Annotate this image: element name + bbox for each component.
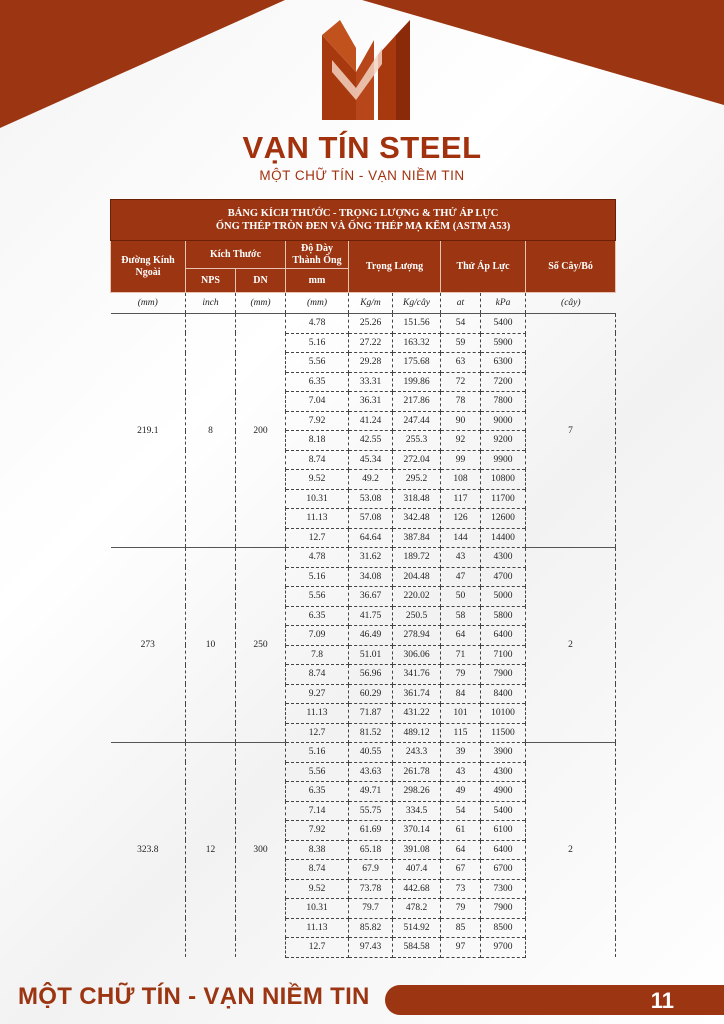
wall-thickness-cell: 11.13: [286, 918, 349, 938]
weight-kg-piece-cell: 318.48: [393, 489, 441, 509]
pressure-kpa-cell: 9200: [481, 431, 526, 451]
pressure-kpa-cell: 8500: [481, 918, 526, 938]
pressure-at-cell: 71: [441, 645, 481, 665]
header-pressure-test: Thử Áp Lực: [441, 241, 526, 293]
weight-kg-piece-cell: 514.92: [393, 918, 441, 938]
weight-kg-piece-cell: 247.44: [393, 411, 441, 431]
spec-table-container: [110, 199, 615, 958]
pressure-kpa-cell: 5900: [481, 333, 526, 353]
weight-kg-piece-cell: 442.68: [393, 879, 441, 899]
weight-kg-m-cell: 25.26: [349, 314, 393, 334]
weight-kg-m-cell: 56.96: [349, 665, 393, 685]
weight-kg-piece-cell: 204.48: [393, 567, 441, 587]
wall-thickness-cell: 4.78: [286, 548, 349, 568]
wall-thickness-cell: 12.7: [286, 528, 349, 548]
weight-kg-m-cell: 49.2: [349, 470, 393, 490]
wall-thickness-cell: 9.52: [286, 470, 349, 490]
weight-kg-piece-cell: 295.2: [393, 470, 441, 490]
weight-kg-piece-cell: 255.3: [393, 431, 441, 451]
weight-kg-piece-cell: 584.58: [393, 938, 441, 958]
pressure-kpa-cell: 7200: [481, 372, 526, 392]
header-wall-thickness: Độ Dày Thành Ống: [286, 241, 349, 269]
weight-kg-m-cell: 49.71: [349, 782, 393, 802]
wall-thickness-cell: 7.8: [286, 645, 349, 665]
pressure-at-cell: 79: [441, 899, 481, 919]
pressure-kpa-cell: 7800: [481, 392, 526, 412]
brand-slogan: MỘT CHỮ TÍN - VẠN NIỀM TIN: [259, 168, 465, 183]
table-row: [111, 548, 616, 568]
unit-cell: (mm): [111, 293, 186, 314]
wall-thickness-cell: 7.04: [286, 392, 349, 412]
pressure-at-cell: 50: [441, 587, 481, 607]
wall-thickness-cell: 9.27: [286, 684, 349, 704]
pressure-kpa-cell: 5400: [481, 314, 526, 334]
pressure-at-cell: 72: [441, 372, 481, 392]
weight-kg-piece-cell: 189.72: [393, 548, 441, 568]
pieces-cell: 7: [526, 314, 616, 548]
wall-thickness-cell: 11.13: [286, 704, 349, 724]
wall-thickness-cell: 8.74: [286, 860, 349, 880]
pressure-kpa-cell: 6100: [481, 821, 526, 841]
pressure-kpa-cell: 6700: [481, 860, 526, 880]
pressure-at-cell: 47: [441, 567, 481, 587]
wall-thickness-cell: 11.13: [286, 509, 349, 529]
pressure-kpa-cell: 10800: [481, 470, 526, 490]
unit-cell: at: [441, 293, 481, 314]
pressure-at-cell: 39: [441, 743, 481, 763]
pressure-at-cell: 59: [441, 333, 481, 353]
table-title-line2: ỐNG THÉP TRÒN ĐEN VÀ ỐNG THÉP MẠ KẼM (ASTM A53): [215, 221, 511, 232]
pressure-at-cell: 97: [441, 938, 481, 958]
dn-cell: 250: [236, 548, 286, 743]
weight-kg-m-cell: 60.29: [349, 684, 393, 704]
wall-thickness-cell: 5.16: [286, 743, 349, 763]
weight-kg-piece-cell: 334.5: [393, 801, 441, 821]
weight-kg-piece-cell: 298.26: [393, 782, 441, 802]
dn-cell: 200: [236, 314, 286, 548]
pressure-kpa-cell: 7900: [481, 899, 526, 919]
unit-cell: inch: [186, 293, 236, 314]
pressure-at-cell: 49: [441, 782, 481, 802]
weight-kg-piece-cell: 306.06: [393, 645, 441, 665]
header-pieces-per-bundle: Số Cây/Bó: [526, 241, 616, 293]
wall-thickness-cell: 5.16: [286, 567, 349, 587]
weight-kg-piece-cell: 261.78: [393, 762, 441, 782]
weight-kg-m-cell: 67.9: [349, 860, 393, 880]
weight-kg-m-cell: 61.69: [349, 821, 393, 841]
pressure-kpa-cell: 9000: [481, 411, 526, 431]
wall-thickness-cell: 7.14: [286, 801, 349, 821]
pressure-at-cell: 58: [441, 606, 481, 626]
wall-thickness-cell: 8.74: [286, 665, 349, 685]
wall-thickness-cell: 7.92: [286, 821, 349, 841]
weight-kg-piece-cell: 163.32: [393, 333, 441, 353]
wall-thickness-cell: 5.56: [286, 353, 349, 373]
table-title: [111, 200, 616, 241]
table-row: [111, 743, 616, 763]
weight-kg-piece-cell: 175.68: [393, 353, 441, 373]
nps-cell: 10: [186, 548, 236, 743]
unit-cell: kPa: [481, 293, 526, 314]
weight-kg-piece-cell: 243.3: [393, 743, 441, 763]
pressure-at-cell: 92: [441, 431, 481, 451]
weight-kg-m-cell: 97.43: [349, 938, 393, 958]
outer-diameter-cell: 273: [111, 548, 186, 743]
wall-thickness-cell: 9.52: [286, 879, 349, 899]
outer-diameter-cell: 219.1: [111, 314, 186, 548]
header-dn: DN: [236, 269, 286, 293]
wall-thickness-cell: 8.38: [286, 840, 349, 860]
pressure-at-cell: 43: [441, 762, 481, 782]
weight-kg-piece-cell: 220.02: [393, 587, 441, 607]
outer-diameter-cell: 323.8: [111, 743, 186, 958]
pressure-kpa-cell: 4700: [481, 567, 526, 587]
wall-thickness-cell: 8.74: [286, 450, 349, 470]
weight-kg-m-cell: 36.67: [349, 587, 393, 607]
pressure-kpa-cell: 7900: [481, 665, 526, 685]
wall-thickness-cell: 7.92: [286, 411, 349, 431]
pressure-kpa-cell: 9900: [481, 450, 526, 470]
pressure-kpa-cell: 5000: [481, 587, 526, 607]
weight-kg-piece-cell: 407.4: [393, 860, 441, 880]
header-left-wedge: [0, 0, 285, 128]
pressure-kpa-cell: 7300: [481, 879, 526, 899]
weight-kg-piece-cell: 387.84: [393, 528, 441, 548]
pressure-kpa-cell: 11500: [481, 723, 526, 743]
pressure-kpa-cell: 14400: [481, 528, 526, 548]
wall-thickness-cell: 10.31: [286, 489, 349, 509]
header-weight: Trọng Lượng: [349, 241, 441, 293]
header-outer-diameter: Đường Kính Ngoài: [111, 241, 186, 293]
pressure-kpa-cell: 6400: [481, 626, 526, 646]
pressure-kpa-cell: 4900: [481, 782, 526, 802]
pressure-kpa-cell: 5800: [481, 606, 526, 626]
pressure-kpa-cell: 6400: [481, 840, 526, 860]
weight-kg-m-cell: 51.01: [349, 645, 393, 665]
weight-kg-piece-cell: 361.74: [393, 684, 441, 704]
weight-kg-m-cell: 55.75: [349, 801, 393, 821]
weight-kg-m-cell: 40.55: [349, 743, 393, 763]
pressure-kpa-cell: 3900: [481, 743, 526, 763]
weight-kg-piece-cell: 199.86: [393, 372, 441, 392]
weight-kg-m-cell: 33.31: [349, 372, 393, 392]
pressure-at-cell: 85: [441, 918, 481, 938]
pressure-at-cell: 115: [441, 723, 481, 743]
wall-thickness-cell: 5.56: [286, 762, 349, 782]
weight-kg-m-cell: 71.87: [349, 704, 393, 724]
pressure-kpa-cell: 7100: [481, 645, 526, 665]
header-right-wedge: [362, 0, 724, 105]
weight-kg-piece-cell: 370.14: [393, 821, 441, 841]
wall-thickness-cell: 10.31: [286, 899, 349, 919]
pressure-kpa-cell: 9700: [481, 938, 526, 958]
pressure-at-cell: 73: [441, 879, 481, 899]
pressure-at-cell: 79: [441, 665, 481, 685]
weight-kg-m-cell: 43.63: [349, 762, 393, 782]
wall-thickness-cell: 7.09: [286, 626, 349, 646]
weight-kg-m-cell: 41.75: [349, 606, 393, 626]
table-title-line1: BẢNG KÍCH THƯỚC - TRỌNG LƯỢNG & THỬ ÁP LỰC: [227, 208, 499, 219]
weight-kg-m-cell: 64.64: [349, 528, 393, 548]
header-size: Kích Thước: [186, 241, 286, 269]
unit-cell: (mm): [286, 293, 349, 314]
wall-thickness-cell: 6.35: [286, 606, 349, 626]
pressure-at-cell: 67: [441, 860, 481, 880]
weight-kg-piece-cell: 151.56: [393, 314, 441, 334]
pressure-kpa-cell: 4300: [481, 548, 526, 568]
weight-kg-m-cell: 41.24: [349, 411, 393, 431]
header-wall-unit: mm: [286, 269, 349, 293]
pressure-kpa-cell: 8400: [481, 684, 526, 704]
pressure-kpa-cell: 10100: [481, 704, 526, 724]
unit-cell: Kg/cây: [393, 293, 441, 314]
pressure-at-cell: 99: [441, 450, 481, 470]
weight-kg-piece-cell: 278.94: [393, 626, 441, 646]
brand-name: VẠN TÍN STEEL: [242, 130, 482, 165]
wall-thickness-cell: 5.16: [286, 333, 349, 353]
weight-kg-piece-cell: 341.76: [393, 665, 441, 685]
pressure-at-cell: 90: [441, 411, 481, 431]
pressure-at-cell: 101: [441, 704, 481, 724]
wall-thickness-cell: 6.35: [286, 782, 349, 802]
wall-thickness-cell: 12.7: [286, 938, 349, 958]
pressure-kpa-cell: 6300: [481, 353, 526, 373]
wall-thickness-cell: 12.7: [286, 723, 349, 743]
pressure-at-cell: 108: [441, 470, 481, 490]
weight-kg-m-cell: 57.08: [349, 509, 393, 529]
weight-kg-m-cell: 27.22: [349, 333, 393, 353]
pressure-at-cell: 64: [441, 626, 481, 646]
pressure-at-cell: 64: [441, 840, 481, 860]
weight-kg-m-cell: 34.08: [349, 567, 393, 587]
pieces-cell: 2: [526, 743, 616, 958]
weight-kg-m-cell: 46.49: [349, 626, 393, 646]
pressure-kpa-cell: 5400: [481, 801, 526, 821]
weight-kg-m-cell: 53.08: [349, 489, 393, 509]
pressure-at-cell: 63: [441, 353, 481, 373]
pressure-at-cell: 126: [441, 509, 481, 529]
unit-cell: (mm): [236, 293, 286, 314]
wall-thickness-cell: 8.18: [286, 431, 349, 451]
table-row: [111, 314, 616, 334]
pressure-at-cell: 54: [441, 801, 481, 821]
weight-kg-piece-cell: 250.5: [393, 606, 441, 626]
wall-thickness-cell: 5.56: [286, 587, 349, 607]
weight-kg-piece-cell: 391.08: [393, 840, 441, 860]
pressure-kpa-cell: 12600: [481, 509, 526, 529]
wall-thickness-cell: 6.35: [286, 372, 349, 392]
weight-kg-piece-cell: 342.48: [393, 509, 441, 529]
weight-kg-piece-cell: 478.2: [393, 899, 441, 919]
units-row: [111, 293, 616, 314]
pieces-cell: 2: [526, 548, 616, 743]
weight-kg-m-cell: 65.18: [349, 840, 393, 860]
weight-kg-m-cell: 79.7: [349, 899, 393, 919]
table-body: [111, 314, 616, 958]
weight-kg-m-cell: 85.82: [349, 918, 393, 938]
pressure-kpa-cell: 11700: [481, 489, 526, 509]
footer-slogan: MỘT CHỮ TÍN - VẠN NIỀM TIN: [18, 983, 370, 1010]
weight-kg-m-cell: 42.55: [349, 431, 393, 451]
unit-cell: Kg/m: [349, 293, 393, 314]
weight-kg-m-cell: 31.62: [349, 548, 393, 568]
pressure-at-cell: 61: [441, 821, 481, 841]
pressure-at-cell: 43: [441, 548, 481, 568]
pressure-kpa-cell: 4300: [481, 762, 526, 782]
weight-kg-piece-cell: 431.22: [393, 704, 441, 724]
pressure-at-cell: 78: [441, 392, 481, 412]
page-number: 11: [650, 988, 674, 1013]
brand-logo-icon: [322, 20, 410, 120]
wall-thickness-cell: 4.78: [286, 314, 349, 334]
header-nps: NPS: [186, 269, 236, 293]
weight-kg-m-cell: 29.28: [349, 353, 393, 373]
pressure-at-cell: 117: [441, 489, 481, 509]
nps-cell: 8: [186, 314, 236, 548]
weight-kg-piece-cell: 272.04: [393, 450, 441, 470]
weight-kg-piece-cell: 217.86: [393, 392, 441, 412]
spec-table: [110, 199, 616, 958]
weight-kg-piece-cell: 489.12: [393, 723, 441, 743]
weight-kg-m-cell: 36.31: [349, 392, 393, 412]
dn-cell: 300: [236, 743, 286, 958]
weight-kg-m-cell: 45.34: [349, 450, 393, 470]
pressure-at-cell: 54: [441, 314, 481, 334]
pressure-at-cell: 144: [441, 528, 481, 548]
pressure-at-cell: 84: [441, 684, 481, 704]
weight-kg-m-cell: 81.52: [349, 723, 393, 743]
weight-kg-m-cell: 73.78: [349, 879, 393, 899]
nps-cell: 12: [186, 743, 236, 958]
unit-cell: (cây): [526, 293, 616, 314]
